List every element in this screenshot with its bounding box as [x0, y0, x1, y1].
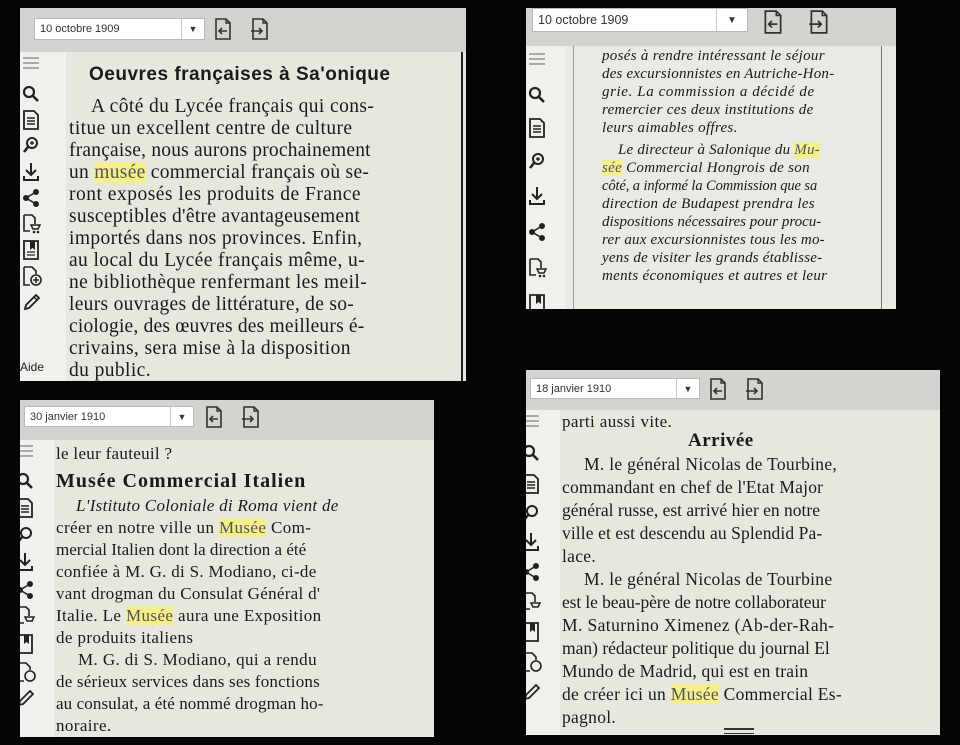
- text-line: [562, 684, 842, 705]
- edit-icon[interactable]: [526, 682, 542, 707]
- text-segment: aura une Exposition: [173, 606, 322, 625]
- text-line: yens de visiter les grands établisse-: [602, 250, 823, 266]
- separator-rule: [724, 728, 754, 734]
- text-line: rer aux excursionnistes tous les mo-: [602, 232, 825, 248]
- text-line: française, nous aurons prochainement: [69, 140, 371, 161]
- text-line: au local du Lycée français même, u-: [69, 250, 366, 271]
- chevron-down-icon[interactable]: ▼: [170, 407, 193, 426]
- text-segment: Commercial Es-: [718, 684, 843, 704]
- text-line: du public.: [69, 360, 151, 381]
- date-value: 10 octobre 1909: [40, 23, 120, 35]
- text-line: lace.: [562, 546, 597, 566]
- newspaper-clip: [54, 440, 434, 737]
- text-segment: Com-: [266, 518, 312, 537]
- article-title: Musée Commercial Italien: [56, 470, 307, 492]
- text-line: vant drogman du Consulat Général d': [56, 584, 321, 603]
- text-line: [69, 162, 369, 184]
- article-title: Arrivée: [688, 430, 754, 451]
- text-line: parti aussi vite.: [562, 412, 673, 431]
- share-icon[interactable]: [20, 580, 34, 605]
- text-line: M. le général Nicolas de Tourbine: [584, 569, 833, 589]
- zoom-icon[interactable]: [528, 152, 546, 175]
- text-line: ments économiques et autres et leur: [602, 268, 828, 284]
- menu-icon[interactable]: [526, 414, 540, 433]
- search-icon[interactable]: [20, 472, 34, 495]
- add-document-icon[interactable]: [22, 266, 42, 291]
- document-icon[interactable]: [20, 498, 34, 523]
- calendar-back-icon[interactable]: [708, 378, 728, 405]
- text-segment: de créer ici un: [562, 684, 671, 704]
- highlighted-term: Musée: [126, 606, 174, 625]
- calendar-forward-icon[interactable]: [250, 18, 270, 45]
- date-selector[interactable]: [24, 406, 194, 427]
- text-line: confiée à M. G. di S. Modiano, ci-de: [56, 562, 317, 581]
- viewer-panel-2: [526, 8, 896, 309]
- text-line: de produits italiens: [56, 628, 194, 647]
- newspaper-clip: [66, 52, 466, 381]
- sidebar: [20, 440, 42, 737]
- text-line: grie. La commission a décidé de: [602, 84, 815, 100]
- text-segment: Le directeur à Salonique du: [618, 142, 795, 158]
- bookmark-icon[interactable]: [20, 634, 34, 659]
- text-line: [602, 160, 810, 177]
- text-line: A côté du Lycée français qui cons-: [91, 96, 375, 117]
- text-line: ne bibliothèque renfermant les meil-: [69, 272, 368, 293]
- cart-icon[interactable]: [526, 592, 542, 617]
- text-line: général russe, est arrivé hier en notre: [562, 500, 821, 520]
- calendar-forward-icon[interactable]: [745, 378, 765, 405]
- document-icon[interactable]: [526, 474, 540, 499]
- text-segment: Italie. Le: [56, 606, 127, 625]
- text-segment: un: [69, 162, 95, 183]
- text-line: noraire.: [56, 716, 112, 735]
- date-selector[interactable]: [532, 8, 748, 32]
- date-value: 18 janvier 1910: [536, 382, 612, 395]
- text-line: susceptibles d'être avantageusement: [69, 206, 361, 227]
- viewer-panel-3: [20, 400, 434, 737]
- share-icon[interactable]: [526, 562, 540, 587]
- text-line: au consulat, a été nommé drogman ho-: [56, 694, 324, 713]
- column-rule: [881, 46, 882, 309]
- download-icon[interactable]: [528, 186, 546, 211]
- sidebar: [20, 52, 50, 381]
- chevron-down-icon[interactable]: ▼: [181, 19, 204, 39]
- text-line: mercial Italien dont la direction a été: [56, 540, 307, 559]
- text-segment: commercial français où se-: [145, 162, 370, 183]
- text-line: [618, 142, 820, 159]
- sidebar: [526, 46, 556, 309]
- text-line: titue un excellent centre de culture: [69, 118, 353, 139]
- highlighted-term: Musée: [219, 518, 267, 537]
- toolbar: [526, 370, 940, 410]
- calendar-forward-icon[interactable]: [808, 10, 830, 39]
- document-icon[interactable]: [528, 118, 546, 143]
- zoom-icon[interactable]: [526, 504, 540, 527]
- text-line: ront exposés les produits de France: [69, 184, 362, 205]
- share-icon[interactable]: [22, 188, 40, 213]
- search-icon[interactable]: [526, 444, 540, 467]
- text-line: côté, a informé la Commission que sa: [602, 178, 818, 194]
- highlighted-term: musée: [94, 162, 146, 183]
- text-line: leurs ouvrages de littérature, de so-: [69, 294, 355, 315]
- text-line: [56, 606, 322, 626]
- edit-icon[interactable]: [22, 292, 42, 317]
- chevron-down-icon[interactable]: ▼: [716, 9, 747, 31]
- date-value: 10 octobre 1909: [538, 13, 629, 27]
- text-segment: créer en notre ville un: [56, 518, 219, 537]
- text-line: M. Saturnino Ximenez (Ab-der-Rah-: [562, 615, 835, 635]
- text-line: des excursionnistes en Autriche-Hon-: [602, 66, 835, 82]
- text-line: posés à rendre intéressant le séjour: [602, 48, 825, 64]
- add-document-icon[interactable]: [526, 652, 542, 677]
- download-icon[interactable]: [526, 532, 540, 557]
- highlighted-term: sée: [602, 160, 623, 176]
- text-line: commandant en chef de l'Etat Major: [562, 477, 824, 497]
- download-icon[interactable]: [20, 552, 34, 577]
- text-line: [56, 518, 311, 538]
- text-line: M. le général Nicolas de Tourbine,: [584, 454, 838, 474]
- menu-icon[interactable]: [22, 56, 40, 75]
- article-title: Oeuvres françaises à Sa'onique: [89, 64, 391, 85]
- text-line: man) rédacteur politique du journal El: [562, 638, 830, 658]
- toolbar: [526, 8, 896, 46]
- text-line: dispositions nécessaires pour procu-: [602, 214, 822, 230]
- bookmark-icon[interactable]: [22, 240, 40, 265]
- text-line: remercier ces deux institutions de: [602, 102, 814, 118]
- date-selector[interactable]: [34, 18, 205, 40]
- download-icon[interactable]: [22, 162, 40, 187]
- viewer-panel-1: [20, 8, 466, 381]
- toolbar: [20, 8, 466, 52]
- bookmark-icon[interactable]: [526, 622, 540, 647]
- newspaper-clip: [560, 410, 940, 735]
- help-link[interactable]: Aide: [20, 360, 45, 374]
- text-line: importés dans nos provinces. Enfin,: [69, 228, 363, 249]
- search-icon[interactable]: [528, 86, 546, 109]
- menu-icon[interactable]: [20, 444, 34, 463]
- calendar-back-icon[interactable]: [762, 10, 784, 39]
- text-segment: Commercial Hongrois de son: [622, 160, 810, 176]
- text-line: ville et est descendu au Splendid Pa-: [562, 523, 823, 543]
- highlighted-term: Musée: [670, 684, 719, 704]
- text-line: M. G. di S. Modiano, qui a rendu: [78, 650, 317, 669]
- text-line: [76, 496, 339, 516]
- text-line: Mundo de Madrid, qui est en train: [562, 661, 809, 681]
- zoom-icon[interactable]: [22, 136, 40, 159]
- search-icon[interactable]: [22, 85, 40, 108]
- chevron-down-icon[interactable]: ▼: [676, 379, 699, 398]
- highlighted-term: Mu-: [794, 142, 820, 158]
- calendar-back-icon[interactable]: [204, 406, 224, 433]
- menu-icon[interactable]: [528, 52, 546, 71]
- newspaper-clip: [566, 46, 896, 309]
- text-line: crivains, sera mise à la disposition: [69, 338, 351, 359]
- cart-icon[interactable]: [528, 258, 548, 283]
- document-icon[interactable]: [22, 110, 40, 135]
- date-selector[interactable]: [530, 378, 700, 399]
- calendar-forward-icon[interactable]: [241, 406, 261, 433]
- calendar-back-icon[interactable]: [213, 18, 233, 45]
- date-value: 30 janvier 1910: [30, 410, 106, 423]
- edit-icon[interactable]: [20, 688, 36, 713]
- text-line: leurs aimables offres.: [602, 120, 738, 136]
- add-document-icon[interactable]: [20, 662, 36, 687]
- sidebar: [526, 410, 550, 735]
- text-line: est le beau-père de notre collaborateur: [562, 592, 826, 612]
- column-rule: [573, 46, 574, 309]
- viewer-panel-4: [526, 370, 940, 735]
- zoom-icon[interactable]: [20, 526, 34, 549]
- cart-icon[interactable]: [20, 606, 36, 631]
- bookmark-icon[interactable]: [528, 294, 546, 309]
- cart-icon[interactable]: [22, 214, 42, 239]
- text-segment: L'Istituto Coloniale di Roma vient de: [76, 496, 339, 515]
- text-line: de sérieux services dans ses fonctions: [56, 672, 320, 691]
- text-line: direction de Budapest prendra les: [602, 196, 815, 212]
- text-line: pagnol.: [562, 707, 617, 727]
- toolbar: [20, 400, 434, 440]
- share-icon[interactable]: [528, 222, 546, 247]
- column-rule: [461, 52, 463, 381]
- text-line: ciologie, des œuvres des meilleurs é-: [69, 316, 365, 337]
- text-line: le leur fauteuil ?: [56, 444, 173, 463]
